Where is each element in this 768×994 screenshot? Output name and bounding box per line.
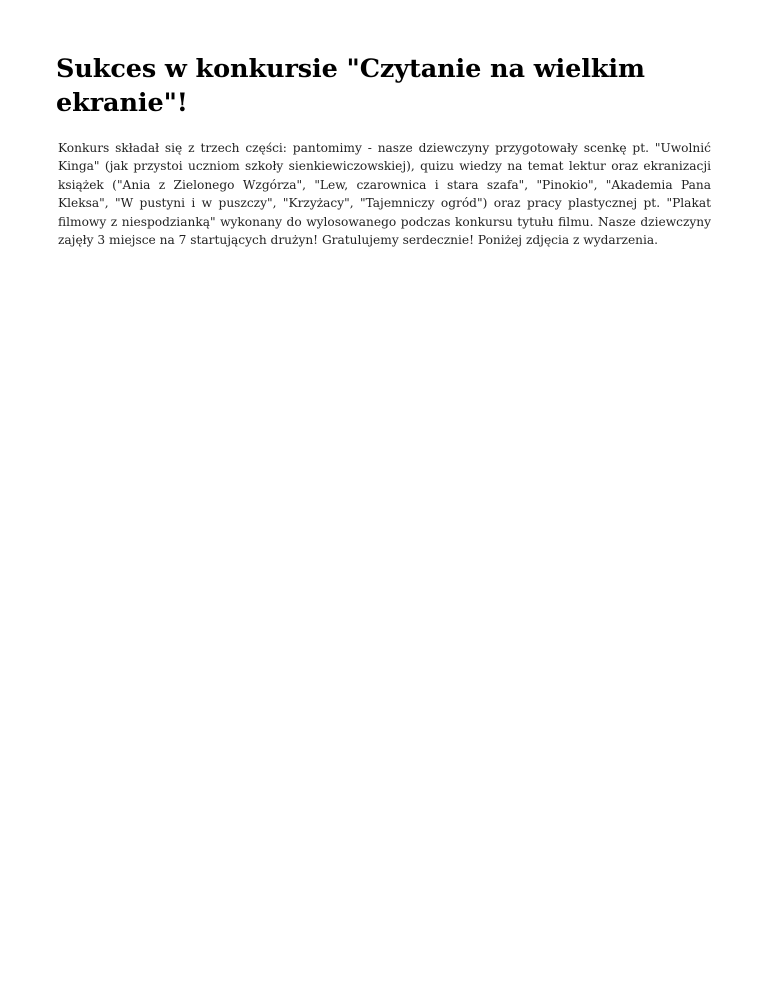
article-title: Sukces w konkursie "Czytanie na wielkim ekranie"! xyxy=(56,54,645,118)
article-body: Konkurs składał się z trzech części: pantomimy - nasze dziewczyny przygotowały scenkę pt. "Uwolnić Kinga" (jak przystoi uczniom szkoły sienkiewiczowskiej), quizu wiedzy na temat lektur oraz ekranizacji książek ("Ania z Zielonego Wzgórza", "Lew, czarownica i stara szafa", "Pinokio", "Akademia Pana Kleksa", "W pustyni i w puszczy", "Krzyżacy", "Tajemniczy ogród") oraz pracy plastycznej pt. "Plakat filmowy z niespodzianką" wykonany do wylosowanego podczas konkursu tytułu filmu. Nasze dziewczyny zajęły 3 miejsce na 7 startujących drużyn! Gratulujemy serdecznie! Poniżej zdjęcia z wydarzenia. xyxy=(58,141,711,248)
article xyxy=(56,52,711,249)
